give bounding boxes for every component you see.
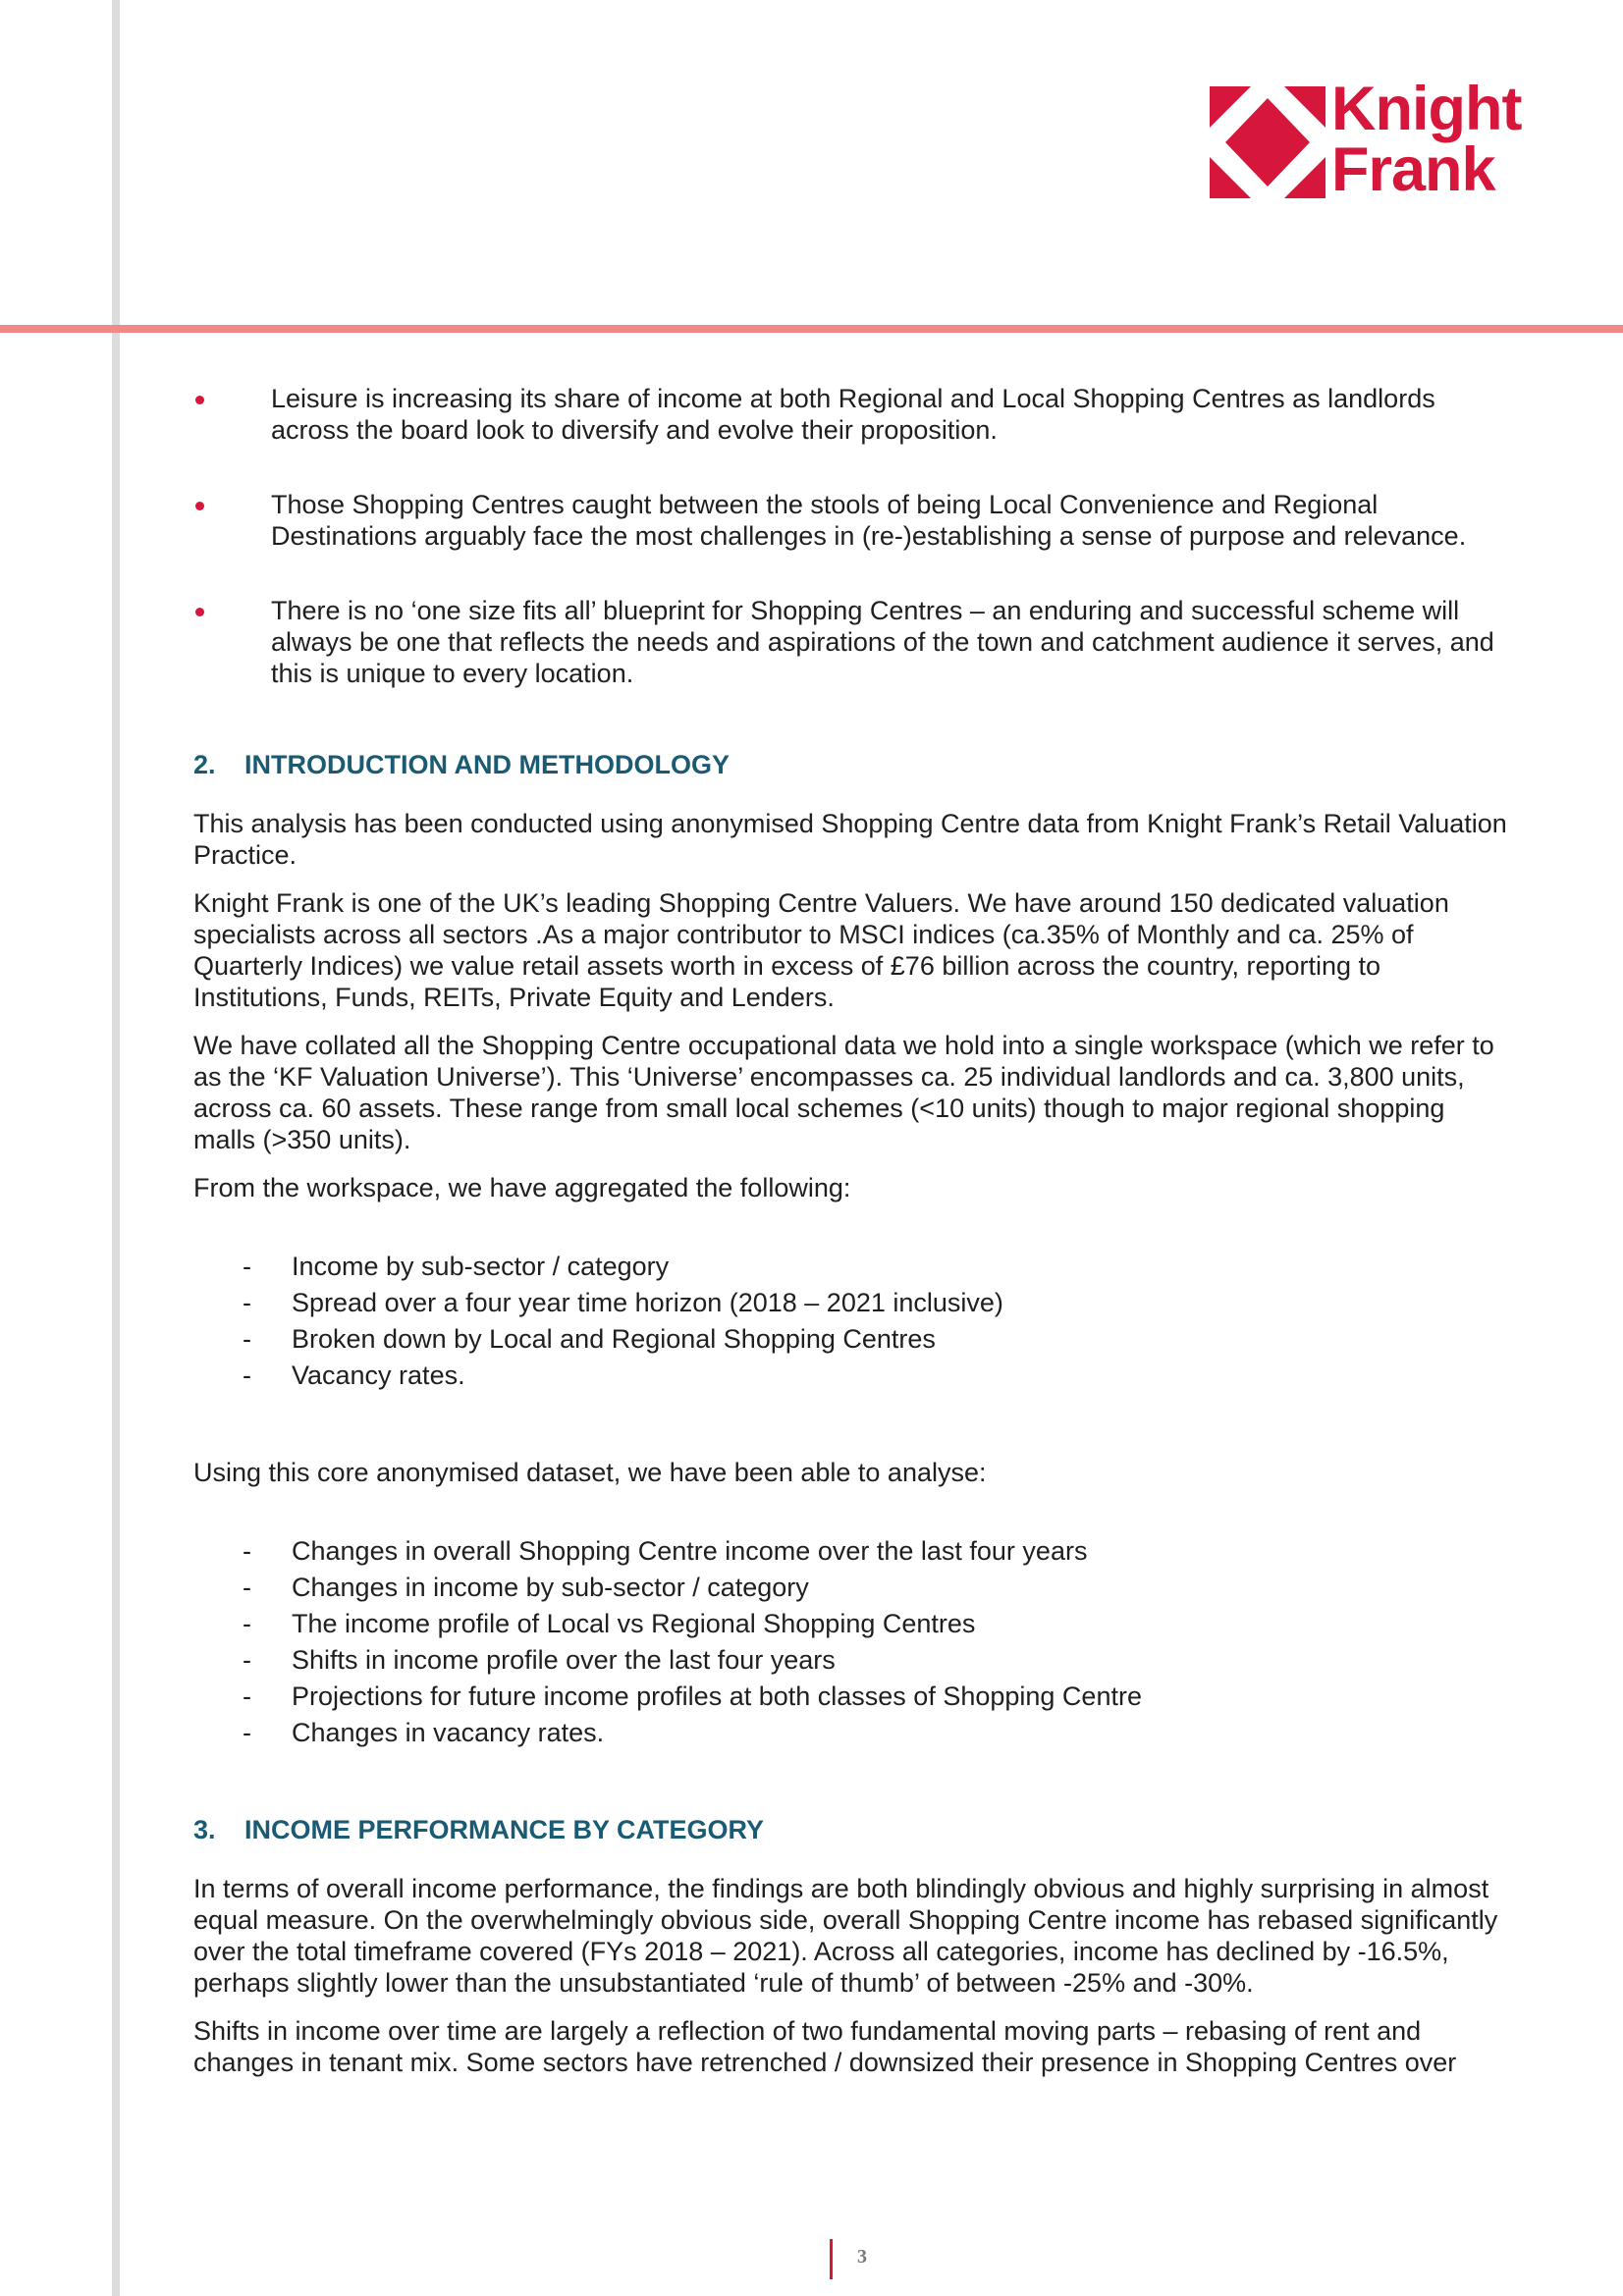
list-item: - Changes in overall Shopping Centre income over the last four years [243,1536,1088,1566]
analyse-list [193,1533,1509,1751]
logo-wordmark [1331,75,1522,204]
paragraph: Knight Frank is one of the UK’s leading Shopping Centre Valuers. We have around 150 dedicated valuation specialists across all sectors .As a major contributor to MSCI indices (ca.35% of Monthly and ca. 25% of Quarterly Indices) we value retail assets worth in excess of £76 billion across the country, reporting to Institutions, Funds, REITs, Private Equity and Lenders. [193,888,1449,1012]
summary-bullets [193,383,1509,689]
bullet-dot-icon [195,502,204,510]
list-item: - The income profile of Local vs Regional Shopping Centres [243,1609,976,1638]
section-heading-introduction: 2. INTRODUCTION AND METHODOLOGY [193,750,730,779]
paragraph: This analysis has been conducted using anonymised Shopping Centre data from Knight Frank’s Retail Valuation Practice. [193,809,1507,870]
list-item: - Projections for future income profiles at both classes of Shopping Centre [243,1682,1142,1711]
bullet-item: Those Shopping Centres caught between the stools of being Local Convenience and Regional Destinations arguably face the most challenges in (re-)establishing a sense of purpose and relevance. [193,489,1509,552]
logo-line-knight: Knight [1331,75,1522,143]
list-item: - Vacancy rates. [243,1361,465,1390]
paragraph: From the workspace, we have aggregated the following: [193,1173,851,1202]
page-content [193,383,1509,2095]
bullet-dot-icon [195,396,204,404]
bullet-item: There is no ‘one size fits all’ blueprint for Shopping Centres – an enduring and successful scheme will always be one that reflects the needs and aspirations of the town and catchment audience it serves, and this is unique to every location. [193,595,1509,689]
knight-frank-logo [1210,75,1534,204]
header-rule [0,325,1623,333]
paragraph: Using this core anonymised dataset, we have been able to analyse: [193,1458,987,1487]
logo-mark-icon [1210,86,1325,198]
paragraph: In terms of overall income performance, the findings are both blindingly obvious and highly surprising in almost equal measure. On the overwhelmingly obvious side, overall Shopping Centre income has rebased significantly over the total timeframe covered (FYs 2018 – 2021). Across all categories, income has declined by -16.5%, perhaps slightly lower than the unsubstantiated ‘rule of thumb’ of between -25% and -30%. [193,1874,1498,1998]
list-item: - Broken down by Local and Regional Shopping Centres [243,1324,936,1354]
bullet-item: Leisure is increasing its share of income at both Regional and Local Shopping Centres as landlords across the board look to diversify and evolve their proposition. [193,383,1509,446]
paragraph: Shifts in income over time are largely a reflection of two fundamental moving parts – rebasing of rent and changes in tenant mix. Some sectors have retrenched / downsized their presence in Shopping Centres over [193,2016,1457,2077]
bullet-dot-icon [195,608,204,616]
paragraph: We have collated all the Shopping Centre occupational data we hold into a single workspace (which we refer to as the ‘KF Valuation Universe’). This ‘Universe’ encompasses ca. 25 individual landlords and ca. 3,800 units, across ca. 60 assets. These range from small local schemes (<10 units) though to major regional shopping malls (>350 units). [193,1031,1494,1154]
logo-line-frank: Frank [1331,135,1495,204]
list-item: - Shifts in income profile over the last four years [243,1645,836,1675]
list-item: - Spread over a four year time horizon (2018 – 2021 inclusive) [243,1288,1003,1317]
page-number-divider [830,2239,833,2279]
list-item: - Changes in income by sub-sector / category [243,1573,809,1602]
list-item: - Changes in vacancy rates. [243,1718,605,1747]
section-heading-income-performance: 3. INCOME PERFORMANCE BY CATEGORY [193,1815,765,1844]
aggregated-list [193,1249,1509,1394]
page-number: 3 [857,2246,867,2268]
list-item: - Income by sub-sector / category [243,1252,670,1281]
left-margin-rule [112,0,120,2296]
